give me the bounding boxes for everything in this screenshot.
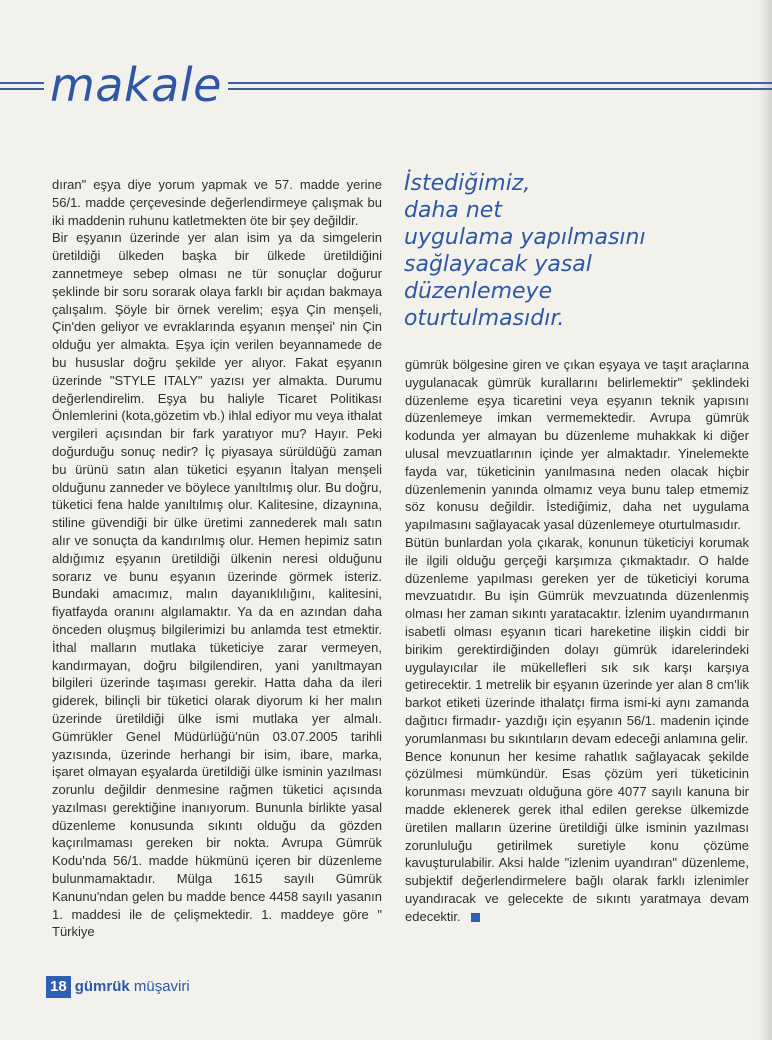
paragraph: Bütün bunlardan yola çıkarak, konunun tüketiciyi korumak ile ilgili olduğu gerçeği karşımıza çıkmaktadır. O halde düzenleme yapılması gereken yer de tüketiciyi koruma mevzuatıdır. Bu işin Gümrük mevzuatında düzenlenmiş olması her zaman sıkıntı yaratacaktır. İzlenim uyandırmanın isabetli olması eşyanın ticari hareketine ilişkin ciddi bir birikim gerektirdiğinden dolayı gümrük idarelerindeki uygulayıcılar ile mükellefleri sık sık karşı karşıya getirecektir. 1 metrelik bir eşyanın üzerinde yer alan 8 cm'lik barkot etiketi üzerinde ithalatçı firma ismi-ki aynı zamanda dağıtıcı firmadır- yazdığı için eşyanın 56/1. madenin içinde yorumlanması bu sıkıntıların devam edeceği anlamına gelir. — [405, 534, 749, 746]
article-left-column — [52, 176, 382, 941]
article-right-column — [405, 356, 749, 926]
pull-quote-line: oturtulmasıdır. — [404, 306, 565, 331]
page-edge-shadow — [758, 0, 772, 1040]
end-of-article-square-icon — [471, 913, 480, 922]
pull-quote-line: daha net — [404, 198, 502, 223]
pull-quote — [404, 170, 646, 332]
paragraph-text: Bence konunun her kesime rahatlık sağlayacak şekilde çözülmesi mümkündür. Esas çözüm yeri tüketicinin korunması mevzuatı olduğuna göre 4077 sayılı kanuna bir madde eklenerek gerek ithal edilen gerekse ülkemizde üretilen malların üzerine üretildiği ülke isminin yazılması zorunluluğu getirilmek suretiyle konu çözüme kavuşturulabilir. Aksi halde "izlenim uyandıran" düzenleme, subjektif değerlendirmelere bağlı olarak farklı izlenimler uyandıracak ve gelecekte de sıkıntı yaratmaya devam edecektir. — [405, 748, 749, 924]
pull-quote-line: uygulama yapılmasını — [404, 225, 646, 250]
magazine-name-bold: gümrük — [74, 978, 130, 995]
paragraph: dıran" eşya diye yorum yapmak ve 57. madde yerine 56/1. madde çerçevesinde değerlendirmeye çalışmak bu iki maddenin ruhunu katletmekten öte bir şey değildir. — [52, 177, 382, 228]
pull-quote-line: sağlayacak yasal — [404, 252, 592, 277]
magazine-name — [75, 977, 190, 997]
paragraph: gümrük bölgesine giren ve çıkan eşyaya ve taşıt araçlarına uygulanacak gümrük kurallarını belirlemektir" şeklindeki düzenleme eşya ticaretini veya eşyanın teknik yapısını düzenlemeye imkan vermemektedir. Avrupa gümrük kodunda yer almayan bu düzenleme muhakkak ki diğer ulusal mevzuatlarının içinde yer almaktadır. Yinelemekte fayda var, tüketicinin yanılmasına neden olacak hiçbir düzenlemenin yanında olmamız veya bunu talep etmemiz söz konusu değildir. İstediğimiz, daha net uygulama yapılmasını sağlayacak yasal düzenlemeye oturtulmasıdır. — [405, 357, 749, 533]
paragraph — [405, 748, 749, 926]
page-number: 18 — [46, 976, 71, 998]
page-footer — [46, 975, 190, 999]
paragraph: Bir eşyanın üzerinde yer alan isim ya da simgelerin üretildiği ülkeden başka bir ülkede üretildiğini zannetmeye sebep olması ne tür sonuçlar doğurur şeklinde bir soru sorarak olaya farklı bir açıdan bakmaya çalışalım. Şöyle bir örnek verelim; eşya Çin menşeli, Çin'den geliyor ve evraklarında eşyanın menşei' nin Çin olduğu yer almakta. Eşya için verilen beyannamede de bu hususlar doğru şekilde yer alıyor. Fakat eşyanın üzerinde "STYLE ITALY" yazısı yer almakta. Durumu değerlendirelim. Eşya bu haliyle Ticaret Politikası Önlemlerini (kota,gözetim vb.) ihlal ediyor mu veya ithalat vergileri açısından bir fark yaratıyor mu? Hayır. Peki doğurduğu sonuç nedir? İç piyasaya sürüldüğü zaman bu ürünü satın alan tüketici eşyanın İtalyan menşeli olduğunu zanneder ve böylece yanıltılmış olur. Bu doğru, tüketici fena halde yanıltılmış olur. Kalitesine, dizaynına, stiline güvendiği bir ülke üretimi zannederek malı satın alır ve sonuçta da kandırılmış olur. Hemen hepimiz satın aldığımız eşyanın üretildiği ülkenin neresi olduğunu sorarız ve bunu eşyanın üzerinde görmek isteriz. Bundaki amacımız, malın dayanıklılığını, kalitesini, fiyatfayda oranını algılamaktır. Ya da en azından daha önceden oluşmuş bilgilerimizi bu anlamda test etmektir. İthal malların mutlaka tüketiciye zarar vermeyen, kandırmayan, doğru bilgilendiren, yani yanıltmayan bilgileri üzerinde taşıması gerekir. Hatta daha da ileri giderek, bilinçli bir tüketici olarak diyorum ki her malın üzerinde üretildiği ülke ismi mutlaka yer almalı. Gümrükler Genel Müdürlüğü'nün 03.07.2005 tarihli yazısında, üzerinde herhangi bir isim, ibare, marka, işaret olmayan eşyalarda üretildiği ülke isminin yazılması zorunlu değildir denmesine rağmen tüketici açısında yazılması gerektiğine inanıyorum. Bununla birlikte yasal düzenleme konusunda sıkıntı olduğu da gözden kaçırılmaması gereken bir nokta. Avrupa Gümrük Kodu'nda 56/1. madde hükmünü içeren bir düzenleme bulunmamaktadır. Mülga 1615 sayılı Gümrük Kanunu'ndan gelen bu madde bence 4458 sayılı yasanın 1. maddesi ile de çelişmektedir. 1. maddeye göre " Türkiye — [52, 230, 382, 940]
section-title: makale — [44, 62, 228, 108]
magazine-name-rest: müşaviri — [133, 978, 190, 995]
pull-quote-line: İstediğimiz, — [404, 171, 531, 196]
pull-quote-line: düzenlemeye — [404, 279, 553, 304]
